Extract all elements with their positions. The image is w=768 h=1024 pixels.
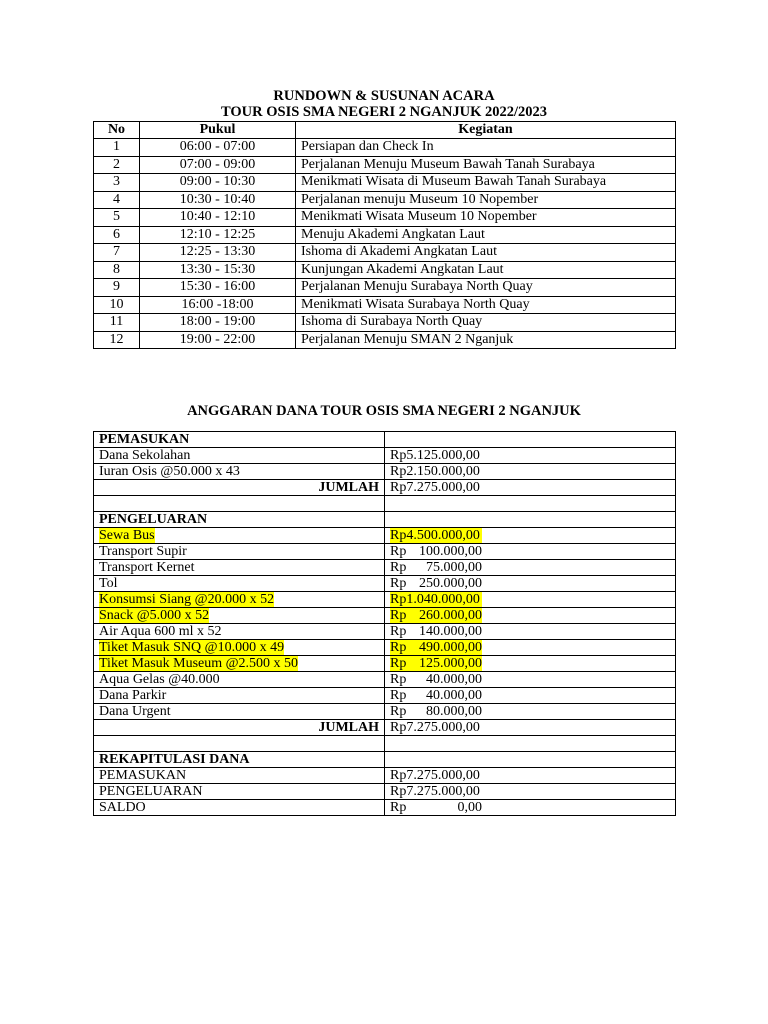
row-pukul: 09:00 - 10:30 [140, 174, 296, 192]
amount [390, 560, 482, 575]
amount-cell [385, 720, 676, 736]
row-pukul: 10:30 - 10:40 [140, 191, 296, 209]
empty-cell [385, 432, 676, 448]
label-text: PEMASUKAN [99, 768, 187, 783]
row-pukul: 06:00 - 07:00 [140, 139, 296, 157]
empty-cell [385, 736, 676, 752]
amount-cell [385, 688, 676, 704]
row-kegiatan: Menikmati Wisata di Museum Bawah Tanah Surabaya [296, 174, 676, 192]
amount-cell [385, 656, 676, 672]
label-text: Konsumsi Siang @20.000 x 52 [99, 592, 275, 607]
item-label [94, 784, 385, 800]
budget-row-sum [94, 720, 676, 736]
amount [390, 608, 482, 623]
amount-cell [385, 576, 676, 592]
amount [390, 544, 482, 559]
amount [390, 688, 482, 703]
budget-row-item [94, 576, 676, 592]
label-text: Tiket Masuk SNQ @10.000 x 49 [99, 640, 285, 655]
amount-cell [385, 672, 676, 688]
budget-row-item [94, 688, 676, 704]
budget-row-item [94, 656, 676, 672]
budget-row-item [94, 800, 676, 816]
row-pukul: 15:30 - 16:00 [140, 279, 296, 297]
item-label [94, 768, 385, 784]
label-text: Tol [99, 576, 118, 591]
budget-title: ANGGARAN DANA TOUR OSIS SMA NEGERI 2 NGANJUK [187, 403, 581, 419]
row-kegiatan: Menikmati Wisata Surabaya North Quay [296, 296, 676, 314]
table-row [94, 296, 676, 314]
row-no: 9 [94, 279, 140, 297]
amount-cell [385, 448, 676, 464]
table-row [94, 191, 676, 209]
column-header-pukul: Pukul [140, 122, 296, 139]
empty-cell [385, 496, 676, 512]
row-pukul: 19:00 - 22:00 [140, 331, 296, 349]
currency-label: Rp [390, 672, 407, 687]
empty-cell [94, 496, 385, 512]
item-label [94, 672, 385, 688]
item-label [94, 608, 385, 624]
row-no: 7 [94, 244, 140, 262]
currency-label: Rp [390, 688, 407, 703]
amount: Rp7.275.000,00 [390, 768, 480, 783]
budget-row-item [94, 464, 676, 480]
budget-row-header [94, 512, 676, 528]
amount-cell [385, 768, 676, 784]
table-row [94, 314, 676, 332]
row-no: 10 [94, 296, 140, 314]
item-label [94, 592, 385, 608]
budget-row-header [94, 432, 676, 448]
item-label [94, 560, 385, 576]
amount [390, 800, 482, 815]
label-text: Sewa Bus [99, 528, 155, 543]
amount-value: 100.000,00 [419, 544, 482, 559]
budget-row-header [94, 752, 676, 768]
label-text: PENGELUARAN [99, 784, 203, 799]
amount-value: 40.000,00 [426, 672, 482, 687]
amount: Rp4.500.000,00 [390, 528, 482, 543]
currency-label: Rp [390, 624, 407, 639]
amount [390, 576, 482, 591]
budget-row-item [94, 448, 676, 464]
amount: Rp2.150.000,00 [390, 464, 480, 479]
label-text: Dana Sekolahan [99, 448, 191, 463]
amount-cell [385, 800, 676, 816]
amount: Rp7.275.000,00 [390, 784, 480, 799]
row-kegiatan: Perjalanan Menuju Surabaya North Quay [296, 279, 676, 297]
row-kegiatan: Ishoma di Surabaya North Quay [296, 314, 676, 332]
label-text: Snack @5.000 x 52 [99, 608, 210, 623]
table-row [94, 261, 676, 279]
row-pukul: 18:00 - 19:00 [140, 314, 296, 332]
item-label [94, 528, 385, 544]
row-kegiatan: Persiapan dan Check In [296, 139, 676, 157]
amount-value: 125.000,00 [419, 656, 482, 671]
label-text: SALDO [99, 800, 146, 815]
amount [390, 704, 482, 719]
row-no: 5 [94, 209, 140, 227]
item-label [94, 576, 385, 592]
currency-label: Rp [390, 704, 407, 719]
currency-label: Rp [390, 608, 407, 623]
currency-label: Rp [390, 640, 407, 655]
amount-cell [385, 528, 676, 544]
column-header-no: No [94, 122, 140, 139]
label-text: JUMLAH [318, 480, 379, 495]
row-pukul: 12:10 - 12:25 [140, 226, 296, 244]
currency-label: Rp [390, 656, 407, 671]
budget-row-item [94, 608, 676, 624]
rundown-title-line2: TOUR OSIS SMA NEGERI 2 NGANJUK 2022/2023 [220, 104, 548, 120]
amount-cell [385, 704, 676, 720]
table-row [94, 156, 676, 174]
section-header: REKAPITULASI DANA [94, 752, 385, 768]
empty-cell [385, 512, 676, 528]
section-header: PENGELUARAN [94, 512, 385, 528]
amount-cell [385, 608, 676, 624]
currency-label: Rp [390, 544, 407, 559]
amount-cell [385, 592, 676, 608]
amount-value: 140.000,00 [419, 624, 482, 639]
amount-cell [385, 560, 676, 576]
amount-value: 250.000,00 [419, 576, 482, 591]
budget-row-item [94, 528, 676, 544]
currency-label: Rp [390, 560, 407, 575]
row-no: 3 [94, 174, 140, 192]
amount [390, 624, 482, 639]
amount-value: 80.000,00 [426, 704, 482, 719]
table-row [94, 244, 676, 262]
label-text: Transport Kernet [99, 560, 195, 575]
currency-label: Rp [390, 800, 407, 815]
currency-label: Rp [390, 576, 407, 591]
budget-row-item [94, 560, 676, 576]
label-text: Air Aqua 600 ml x 52 [99, 624, 222, 639]
budget-row-item [94, 624, 676, 640]
empty-cell [94, 736, 385, 752]
amount-cell [385, 784, 676, 800]
amount-cell [385, 544, 676, 560]
row-pukul: 10:40 - 12:10 [140, 209, 296, 227]
item-label [94, 704, 385, 720]
item-label [94, 800, 385, 816]
table-row [94, 209, 676, 227]
amount-cell [385, 480, 676, 496]
label-text: Dana Urgent [99, 704, 171, 719]
row-pukul: 12:25 - 13:30 [140, 244, 296, 262]
section-header: PEMASUKAN [94, 432, 385, 448]
label-text: Transport Supir [99, 544, 187, 559]
row-kegiatan: Menikmati Wisata Museum 10 Nopember [296, 209, 676, 227]
table-row [94, 226, 676, 244]
row-no: 8 [94, 261, 140, 279]
rundown-header-row [94, 122, 676, 139]
amount: Rp7.275.000,00 [390, 720, 480, 735]
amount-cell [385, 464, 676, 480]
row-kegiatan: Kunjungan Akademi Angkatan Laut [296, 261, 676, 279]
label-text: Aqua Gelas @40.000 [99, 672, 220, 687]
row-kegiatan: Ishoma di Akademi Angkatan Laut [296, 244, 676, 262]
budget-row-item [94, 544, 676, 560]
budget-row-blank [94, 736, 676, 752]
label-text: Tiket Masuk Museum @2.500 x 50 [99, 656, 299, 671]
table-row [94, 174, 676, 192]
item-label [94, 656, 385, 672]
item-label [94, 688, 385, 704]
table-row [94, 279, 676, 297]
table-row [94, 139, 676, 157]
row-kegiatan: Perjalanan Menuju Museum Bawah Tanah Surabaya [296, 156, 676, 174]
amount-cell [385, 624, 676, 640]
row-kegiatan: Perjalanan Menuju SMAN 2 Nganjuk [296, 331, 676, 349]
total-label [94, 720, 385, 736]
item-label [94, 464, 385, 480]
row-no: 12 [94, 331, 140, 349]
label-text: Dana Parkir [99, 688, 167, 703]
amount: Rp1.040.000,00 [390, 592, 482, 607]
budget-row-item [94, 640, 676, 656]
item-label [94, 544, 385, 560]
table-row [94, 331, 676, 349]
label-text: JUMLAH [318, 720, 379, 735]
amount [390, 672, 482, 687]
budget-row-item [94, 704, 676, 720]
budget-row-item [94, 672, 676, 688]
item-label [94, 624, 385, 640]
row-no: 2 [94, 156, 140, 174]
amount [390, 640, 482, 655]
row-pukul: 13:30 - 15:30 [140, 261, 296, 279]
row-no: 11 [94, 314, 140, 332]
budget-table [93, 431, 676, 816]
empty-cell [385, 752, 676, 768]
budget-row-sum [94, 480, 676, 496]
rundown-title-line1: RUNDOWN & SUSUNAN ACARA [273, 88, 495, 104]
amount-value: 75.000,00 [426, 560, 482, 575]
row-no: 1 [94, 139, 140, 157]
row-kegiatan: Perjalanan menuju Museum 10 Nopember [296, 191, 676, 209]
amount: Rp7.275.000,00 [390, 480, 480, 495]
item-label [94, 448, 385, 464]
label-text: Iuran Osis @50.000 x 43 [99, 464, 240, 479]
amount-value: 260.000,00 [419, 608, 482, 623]
amount-value: 0,00 [457, 800, 482, 815]
row-pukul: 16:00 -18:00 [140, 296, 296, 314]
amount-value: 40.000,00 [426, 688, 482, 703]
column-header-kegiatan: Kegiatan [296, 122, 676, 139]
row-no: 4 [94, 191, 140, 209]
row-pukul: 07:00 - 09:00 [140, 156, 296, 174]
budget-row-item [94, 784, 676, 800]
budget-row-blank [94, 496, 676, 512]
amount-value: 490.000,00 [419, 640, 482, 655]
item-label [94, 640, 385, 656]
amount [390, 656, 482, 671]
row-no: 6 [94, 226, 140, 244]
amount-cell [385, 640, 676, 656]
row-kegiatan: Menuju Akademi Angkatan Laut [296, 226, 676, 244]
total-label [94, 480, 385, 496]
amount: Rp5.125.000,00 [390, 448, 480, 463]
budget-row-item [94, 768, 676, 784]
budget-row-item [94, 592, 676, 608]
rundown-table [93, 121, 676, 349]
